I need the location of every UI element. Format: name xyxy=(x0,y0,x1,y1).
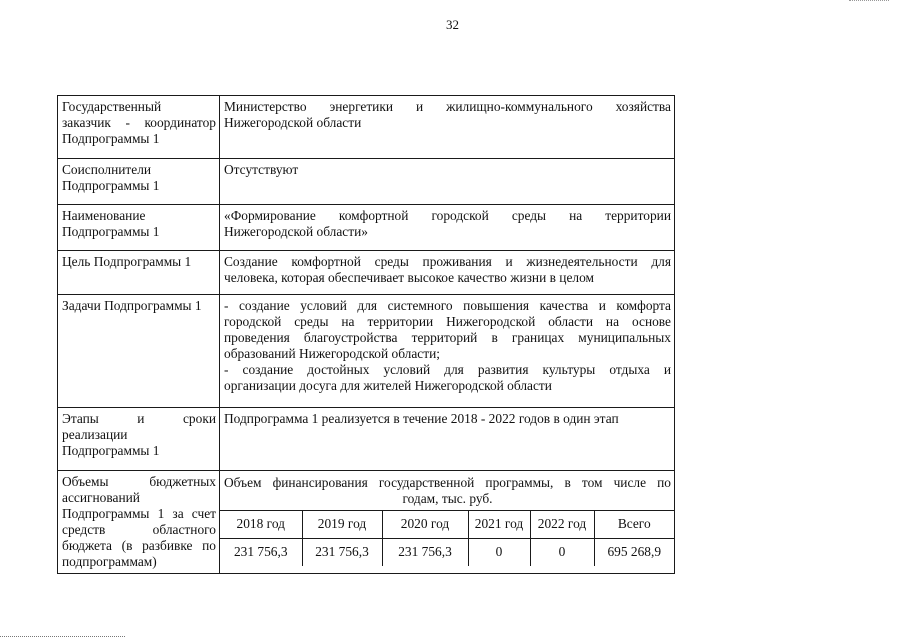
label-line: Государственный xyxy=(62,99,162,114)
value-2018: 231 756,3 xyxy=(220,539,302,567)
label-line: Подпрограммы 1 xyxy=(62,131,160,146)
value-cell xyxy=(220,295,675,408)
row-subprogram-tasks xyxy=(58,295,675,408)
label-cell xyxy=(58,408,220,471)
value-line: проведения благоустройства территорий в границах муниципальных xyxy=(224,330,671,345)
value-line: Министерство энергетики и жилищно-коммунального хозяйства xyxy=(224,99,671,114)
value-line: - создание условий для системного повышения качества и комфорта xyxy=(224,298,671,313)
budget-cell xyxy=(220,471,675,574)
year-header-2021: 2021 год xyxy=(468,511,530,539)
total-header: Всего xyxy=(594,511,674,539)
row-subprogram-name xyxy=(58,205,675,251)
label-line: ассигнований xyxy=(62,490,140,505)
year-values-row xyxy=(220,539,674,567)
label-line: Подпрограммы 1 за счет xyxy=(62,506,216,521)
row-stages-and-terms xyxy=(58,408,675,471)
label-line: заказчик - координатор xyxy=(62,115,216,130)
value-line: Нижегородской области xyxy=(224,115,362,130)
label-line: Задачи Подпрограммы 1 xyxy=(62,298,202,313)
value-line: образований Нижегородской области; xyxy=(224,346,440,361)
row-co-executors xyxy=(58,159,675,205)
label-line: Подпрограммы 1 xyxy=(62,178,160,193)
label-cell xyxy=(58,251,220,295)
label-line: Подпрограммы 1 xyxy=(62,224,160,239)
value-line: Отсутствуют xyxy=(224,162,299,177)
value-line: человека, которая обеспечивает высокое качество жизни в целом xyxy=(224,270,594,285)
label-line: реализации xyxy=(62,427,128,442)
value-2022: 0 xyxy=(530,539,594,567)
scan-edge-line xyxy=(0,636,125,637)
label-cell xyxy=(58,295,220,408)
row-customer-coordinator xyxy=(58,96,675,159)
scan-corner-mark xyxy=(849,0,889,1)
value-cell xyxy=(220,251,675,295)
row-subprogram-goal xyxy=(58,251,675,295)
budget-header-line: Объем финансирования государственной программы, в том числе по xyxy=(224,475,671,490)
year-header-2018: 2018 год xyxy=(220,511,302,539)
year-header-2020: 2020 год xyxy=(382,511,468,539)
label-line: Наименование xyxy=(62,208,146,223)
value-2019: 231 756,3 xyxy=(302,539,382,567)
label-cell xyxy=(58,96,220,159)
value-cell xyxy=(220,96,675,159)
value-2020: 231 756,3 xyxy=(382,539,468,567)
label-cell xyxy=(58,471,220,574)
subprogram-passport-table xyxy=(57,95,675,574)
label-line: средств областного xyxy=(62,522,216,537)
row-budget-allocations xyxy=(58,471,675,574)
value-2021: 0 xyxy=(468,539,530,567)
value-line: - создание достойных условий для развития культуры отдыха и xyxy=(224,362,671,377)
budget-header-line: годам, тыс. руб. xyxy=(402,491,493,506)
label-cell xyxy=(58,159,220,205)
label-line: Этапы и сроки xyxy=(62,411,216,426)
label-line: Объемы бюджетных xyxy=(62,474,216,489)
label-line: Цель Подпрограммы 1 xyxy=(62,254,192,269)
label-line: подпрограммам) xyxy=(62,554,157,569)
label-line: Соисполнители xyxy=(62,162,152,177)
year-header-2022: 2022 год xyxy=(530,511,594,539)
budget-by-year-table xyxy=(220,511,674,566)
year-header-2019: 2019 год xyxy=(302,511,382,539)
page-number: 32 xyxy=(446,17,459,32)
value-cell xyxy=(220,205,675,251)
label-line: Подпрограммы 1 xyxy=(62,443,160,458)
value-line: городской среды на территории Нижегородской области на основе xyxy=(224,314,671,329)
value-line: Создание комфортной среды проживания и жизнедеятельности для xyxy=(224,254,671,269)
value-total: 695 268,9 xyxy=(607,544,662,559)
label-line: бюджета (в разбивке по xyxy=(62,538,216,553)
label-cell xyxy=(58,205,220,251)
budget-header xyxy=(220,471,674,511)
value-line: Нижегородской области» xyxy=(224,224,368,239)
value-cell xyxy=(220,408,675,471)
value-cell xyxy=(220,159,675,205)
value-line: организации досуга для жителей Нижегородской области xyxy=(224,378,552,393)
year-header-row xyxy=(220,511,674,539)
value-line: «Формирование комфортной городской среды на территории xyxy=(224,208,671,223)
value-line: Подпрограмма 1 реализуется в течение 2018 - 2022 годов в один этап xyxy=(224,411,619,426)
